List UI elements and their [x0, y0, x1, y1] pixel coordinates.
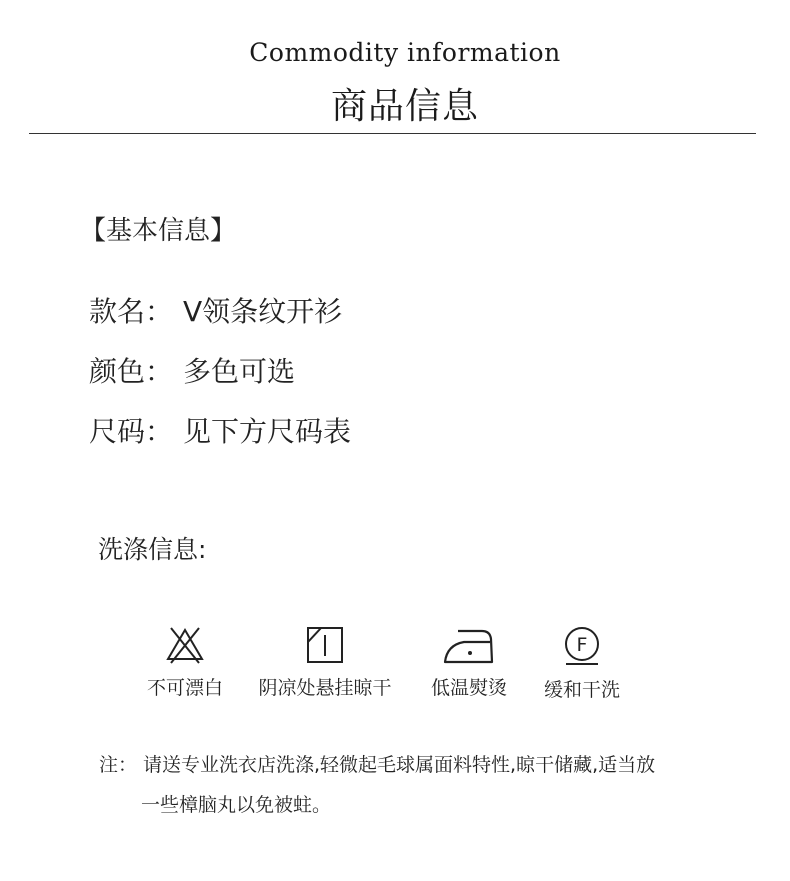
- info-row-style-name: [89, 290, 342, 330]
- title-english: Commodity information: [249, 38, 561, 67]
- care-title: 洗涤信息:: [98, 535, 207, 564]
- dry-clean-letter: F: [576, 634, 588, 656]
- info-value: 多色可选: [183, 355, 296, 388]
- basic-info-heading: 【基本信息】: [80, 216, 237, 246]
- info-value: V领条纹开衫: [183, 295, 343, 328]
- care-item-dry-clean: [507, 625, 657, 702]
- note-line-2: 一些樟脑丸以免被蛀。: [141, 794, 332, 816]
- info-label: 尺码：: [89, 415, 174, 448]
- care-label: 阴凉处悬挂晾干: [258, 677, 392, 699]
- note-text: 请送专业洗衣店洗涤,轻微起毛球属面料特性,晾干储藏,适当放: [143, 754, 656, 776]
- note-line-1: [99, 750, 655, 777]
- care-label: 不可漂白: [146, 677, 223, 699]
- info-label: 款名：: [89, 295, 174, 328]
- care-item-line-dry-shade: [250, 625, 400, 700]
- no-bleach-icon: [164, 625, 206, 665]
- note-prefix: 注：: [99, 754, 138, 776]
- title-divider: [29, 133, 756, 134]
- title-chinese: 商品信息: [330, 86, 479, 127]
- info-label: 颜色：: [89, 355, 174, 388]
- iron-low-temperature-icon: [442, 625, 496, 665]
- line-dry-in-shade-icon: [304, 625, 346, 665]
- care-label: 缓和干洗: [543, 679, 620, 701]
- dry-clean-f-icon: [561, 625, 603, 667]
- info-row-size: [89, 410, 351, 450]
- info-row-color: [89, 350, 295, 390]
- care-label: 低温熨烫: [430, 677, 507, 699]
- info-value: 见下方尺码表: [183, 415, 352, 448]
- care-item-no-bleach: [110, 625, 260, 700]
